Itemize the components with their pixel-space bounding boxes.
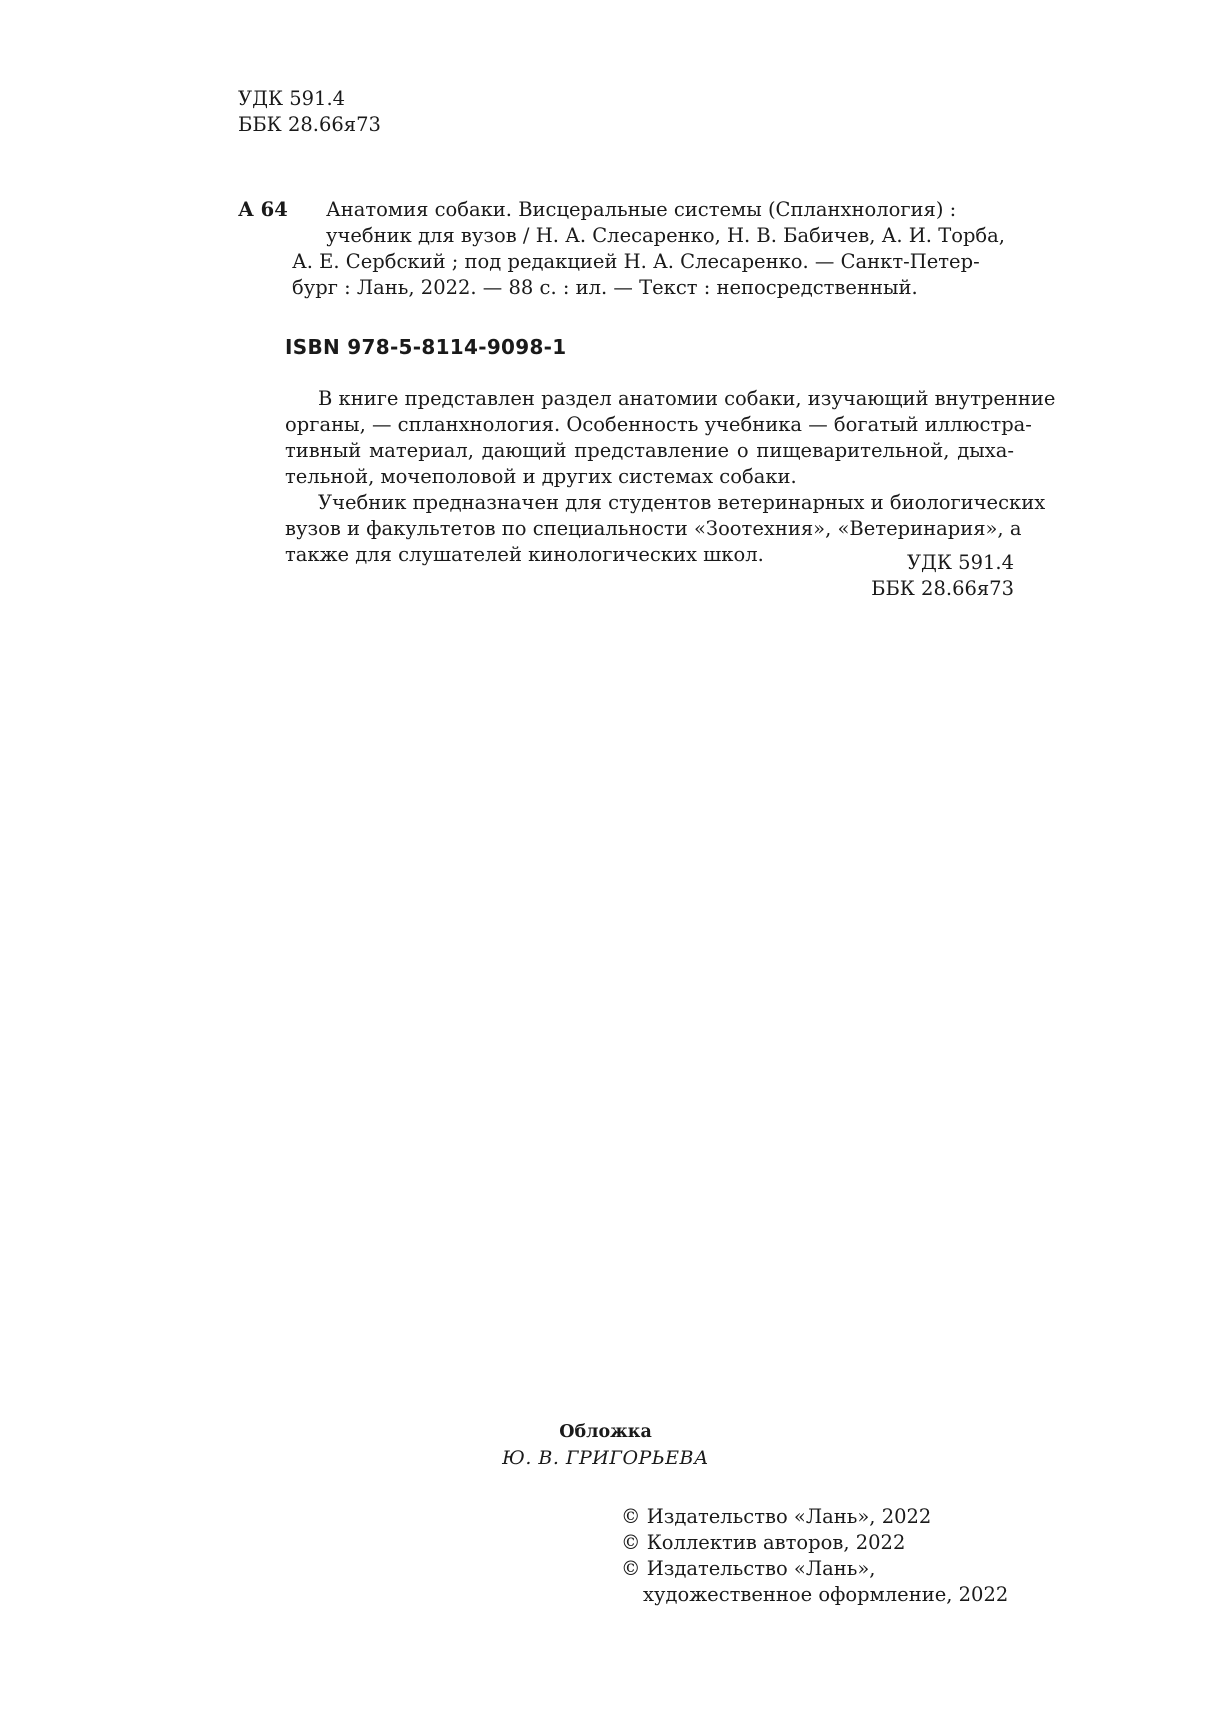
isbn: ISBN 978-5-8114-9098-1: [285, 335, 567, 359]
annotation-line: тельной, мочеполовой и других системах собаки.: [285, 465, 797, 488]
udk-code: УДК 591.4: [906, 551, 1014, 574]
classification-codes-bottom: [871, 550, 1014, 602]
author-mark: А 64: [238, 198, 288, 221]
cover-author: Ю. В. ГРИГОРЬЕВА: [502, 1447, 709, 1469]
annotation-line: органы, — спланхнология. Особенность учебника — богатый иллюстра-: [285, 413, 1032, 436]
bbk-code: ББК 28.66я73: [238, 113, 381, 136]
cover-credit: [0, 1419, 1211, 1471]
cover-title: Обложка: [559, 1422, 652, 1442]
udk-code: УДК 591.4: [238, 87, 346, 110]
classification-codes-top: [238, 86, 381, 138]
copyright-block: [621, 1504, 1008, 1608]
description-line: бург : Лань, 2022. — 88 с. : ил. — Текст : непосредственный.: [292, 276, 918, 299]
bibliographic-description: [292, 197, 1014, 301]
annotation-line: также для слушателей кинологических школ.: [285, 543, 764, 566]
annotation-line: вузов и факультетов по специальности «Зоотехния», «Ветеринария», а: [285, 517, 1022, 540]
description-line: Анатомия собаки. Висцеральные системы (Спланхнология) :: [326, 198, 957, 221]
copyright-line: © Издательство «Лань», 2022: [621, 1505, 932, 1528]
annotation-line: тивный материал, дающий представление о пищеварительной, дыха-: [285, 439, 1014, 462]
bbk-code: ББК 28.66я73: [871, 577, 1014, 600]
annotation-line: В книге представлен раздел анатомии собаки, изучающий внутренние: [318, 387, 1056, 410]
copyright-line: художественное оформление, 2022: [643, 1583, 1009, 1606]
copyright-line: © Коллектив авторов, 2022: [621, 1531, 906, 1554]
annotation: [285, 386, 1056, 568]
description-line: учебник для вузов / Н. А. Слесаренко, Н. В. Бабичев, А. И. Торба,: [326, 224, 1005, 247]
annotation-line: Учебник предназначен для студентов ветеринарных и биологических: [318, 491, 1046, 514]
copyright-line: © Издательство «Лань»,: [621, 1557, 876, 1580]
description-line: А. Е. Сербский ; под редакцией Н. А. Слесаренко. — Санкт-Петер-: [292, 250, 980, 273]
